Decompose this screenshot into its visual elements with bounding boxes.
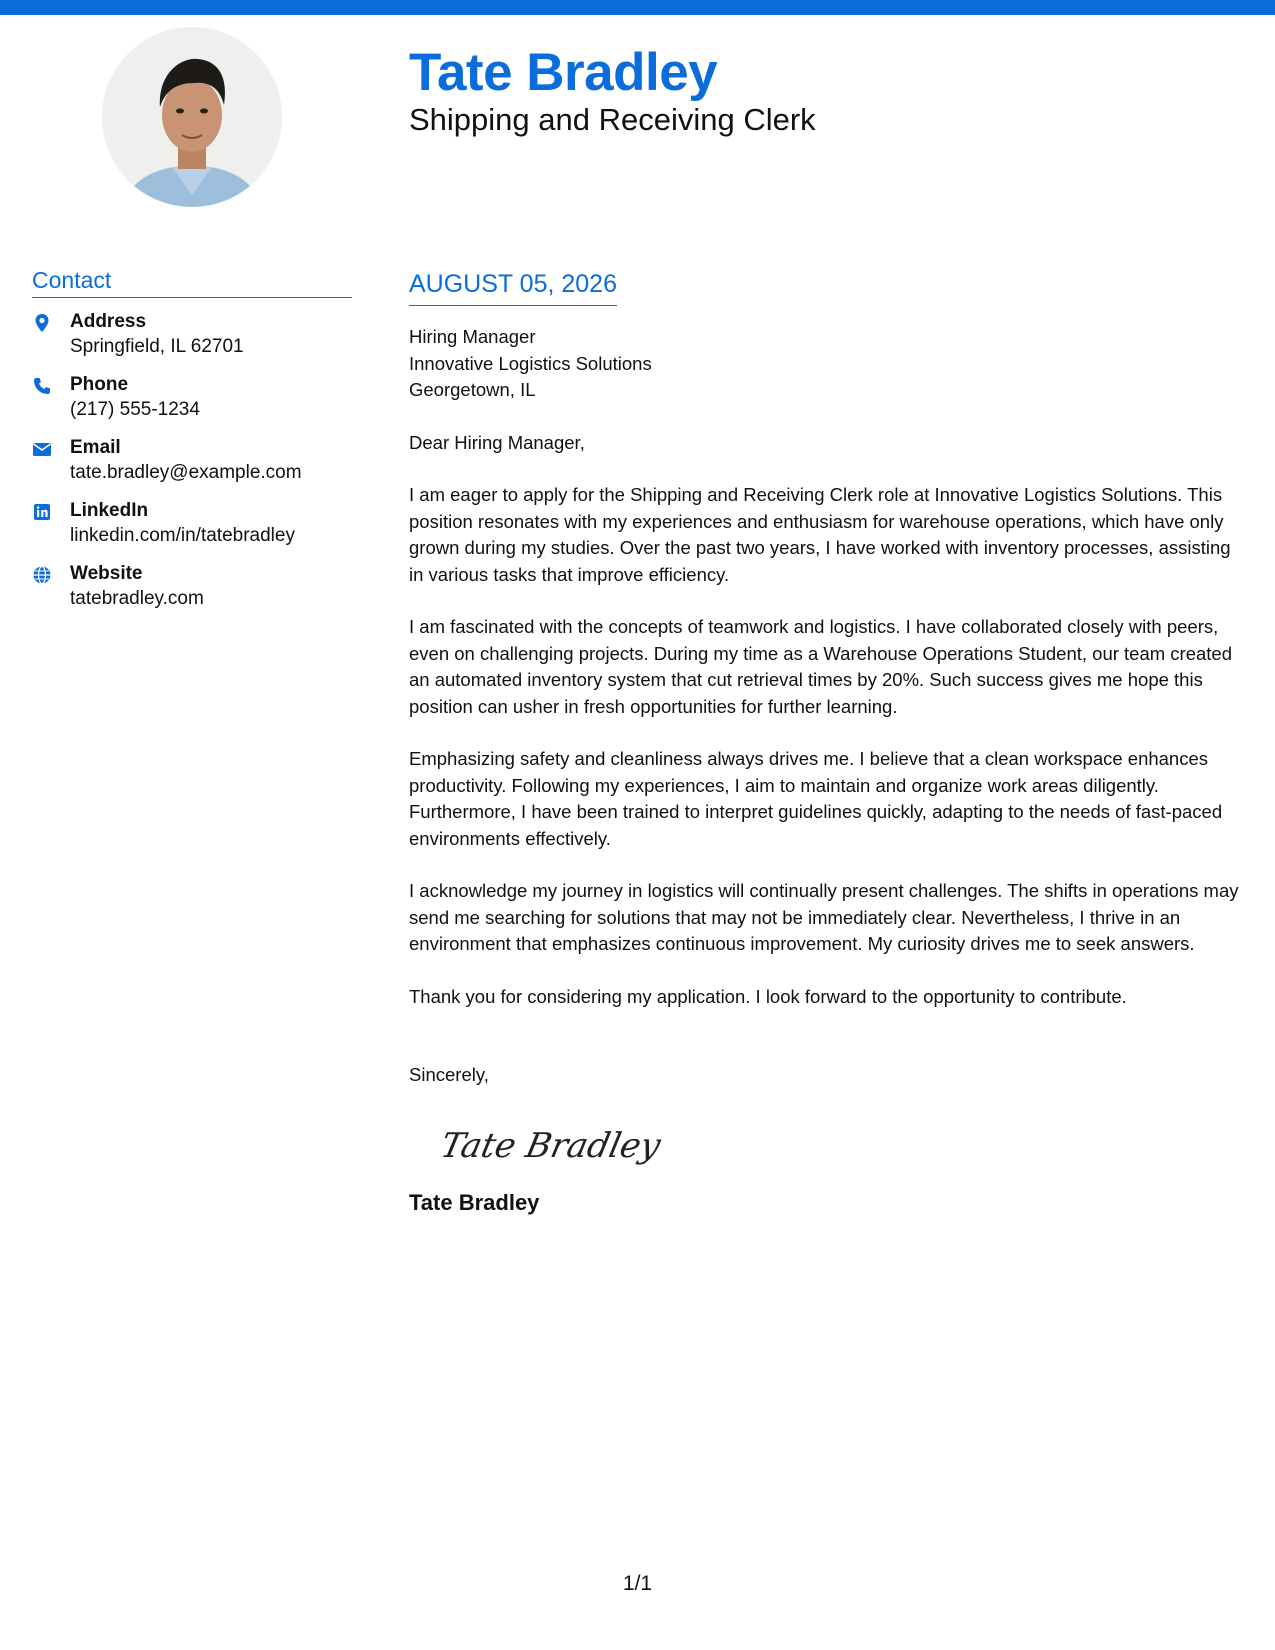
contact-section-title: Contact [32, 266, 352, 298]
contact-item-email [32, 436, 352, 485]
contact-value-address: Springfield, IL 62701 [70, 336, 244, 357]
recipient-line: Innovative Logistics Solutions [409, 352, 652, 374]
contact-item-website [32, 562, 352, 611]
closing: Sincerely, [409, 1064, 489, 1085]
signer-name: Tate Bradley [409, 1189, 540, 1215]
contact-value-website[interactable]: tatebradley.com [70, 588, 204, 609]
job-title: Shipping and Receiving Clerk [409, 102, 816, 137]
contact-item-linkedin [32, 499, 352, 548]
recipient-block [409, 324, 1249, 404]
contact-item-phone [32, 373, 352, 422]
location-pin-icon [32, 310, 70, 333]
contact-value-linkedin[interactable]: linkedin.com/in/tatebradley [70, 525, 295, 546]
contact-label-email: Email [70, 437, 121, 458]
letter-paragraph: Thank you for considering my application. I look forward to the opportunity to contribute. [409, 985, 1127, 1007]
contact-label-address: Address [70, 311, 147, 332]
contact-value-email[interactable]: tate.bradley@example.com [70, 462, 302, 483]
contact-value-phone: (217) 555-1234 [70, 399, 200, 420]
page-number: 1/1 [622, 1572, 653, 1595]
letter-body [409, 268, 1249, 1217]
recipient-line: Hiring Manager [409, 326, 536, 347]
svg-text:Tate Bradley: Tate Bradley [437, 1125, 664, 1166]
globe-icon [32, 562, 70, 585]
contact-label-website: Website [70, 563, 143, 584]
contact-label-linkedin: LinkedIn [70, 500, 149, 521]
letter-paragraph: I am fascinated with the concepts of teamwork and logistics. I have collaborated closely with peers, even on challenging projects. During my time as a Warehouse Operations Student, our team created an automated inventory system that cut retrieval times by 20%. Such success gives me hope this position can usher in fresh opportunities for further learning. [409, 616, 1233, 717]
letter-date: AUGUST 05, 2026 [409, 268, 617, 306]
letter-paragraph: I am eager to apply for the Shipping and Receiving Clerk role at Innovative Logistics Solutions. This position resonates with my experiences and enthusiasm for warehouse operations, which have only grown during my studies. Over the past two years, I have worked with inventory processes, assisting in various tasks that improve efficiency. [409, 484, 1231, 585]
contact-label-phone: Phone [70, 374, 129, 395]
signature-image [436, 1115, 1249, 1175]
header [409, 42, 816, 138]
contact-list [32, 310, 352, 611]
mail-icon [32, 436, 70, 459]
contact-sidebar [32, 266, 352, 625]
phone-icon [32, 373, 70, 396]
letter-paragraph: Emphasizing safety and cleanliness always drives me. I believe that a clean workspace enhances productivity. Following my experiences, I aim to maintain and organize work areas diligently. Furthermore, I have been trained to interpret guidelines quickly, adapting to the needs of fast-paced environments effectively. [409, 748, 1223, 849]
linkedin-icon [32, 499, 70, 522]
salutation: Dear Hiring Manager, [409, 431, 585, 453]
candidate-name: Tate Bradley [409, 43, 718, 102]
contact-item-address [32, 310, 352, 359]
top-accent-bar [0, 0, 1275, 15]
profile-photo [102, 27, 282, 207]
letter-paragraph: I acknowledge my journey in logistics will continually present challenges. The shifts in operations may send me searching for solutions that may not be immediately clear. Nevertheless, I thrive in an environment that emphasizes continuous improvement. My curiosity drives me to seek answers. [409, 880, 1239, 954]
recipient-line: Georgetown, IL [409, 379, 536, 400]
